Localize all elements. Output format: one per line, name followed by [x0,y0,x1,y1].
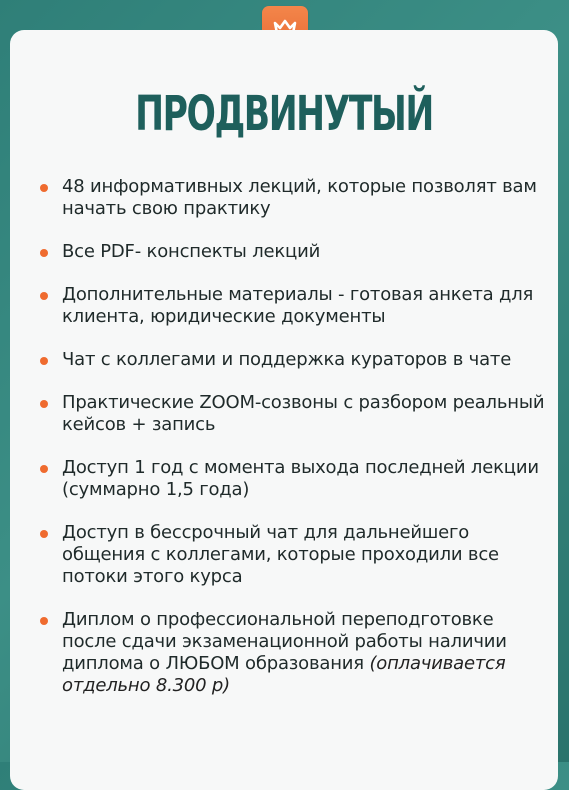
feature-text: Практические ZOOM-созвоны с разбором реальный кейсов + запись [62,392,545,435]
bullet-icon [40,249,48,257]
feature-text: Дополнительные материалы - готовая анкета для клиента, юридические документы [62,284,534,327]
list-item [40,609,552,697]
feature-list [40,176,552,718]
feature-text: Все PDF- конспекты лекций [62,241,321,262]
feature-text: Доступ 1 год с момента выхода последней лекции (суммарно 1,5 года) [62,457,539,500]
bullet-icon [40,465,48,473]
bullet-icon [40,530,48,538]
bullet-icon [40,400,48,408]
feature-text: Чат с коллегами и поддержка кураторов в чате [62,349,512,370]
list-item [40,522,552,588]
list-item [40,284,552,328]
bullet-icon [40,184,48,192]
list-item [40,392,552,436]
feature-text: Диплом о профессиональной переподготовке после сдачи экзаменационной работы наличии диплома о ЛЮБОМ образования [62,609,507,674]
bullet-icon [40,617,48,625]
list-item [40,176,552,220]
feature-text: 48 информативных лекций, которые позволят вам начать свою практику [62,176,537,219]
list-item [40,457,552,501]
list-item [40,349,552,371]
bullet-icon [40,357,48,365]
feature-text: Доступ в бессрочный чат для дальнейшего общения с коллегами, которые проходили все потоки этого курса [62,522,499,587]
price-note: (оплачивается отдельно 8.300 р) [62,653,506,696]
bullet-icon [40,292,48,300]
pricing-card [10,30,558,790]
list-item [40,241,552,263]
plan-title: ПРОДВИНУТЫЙ [135,86,433,142]
